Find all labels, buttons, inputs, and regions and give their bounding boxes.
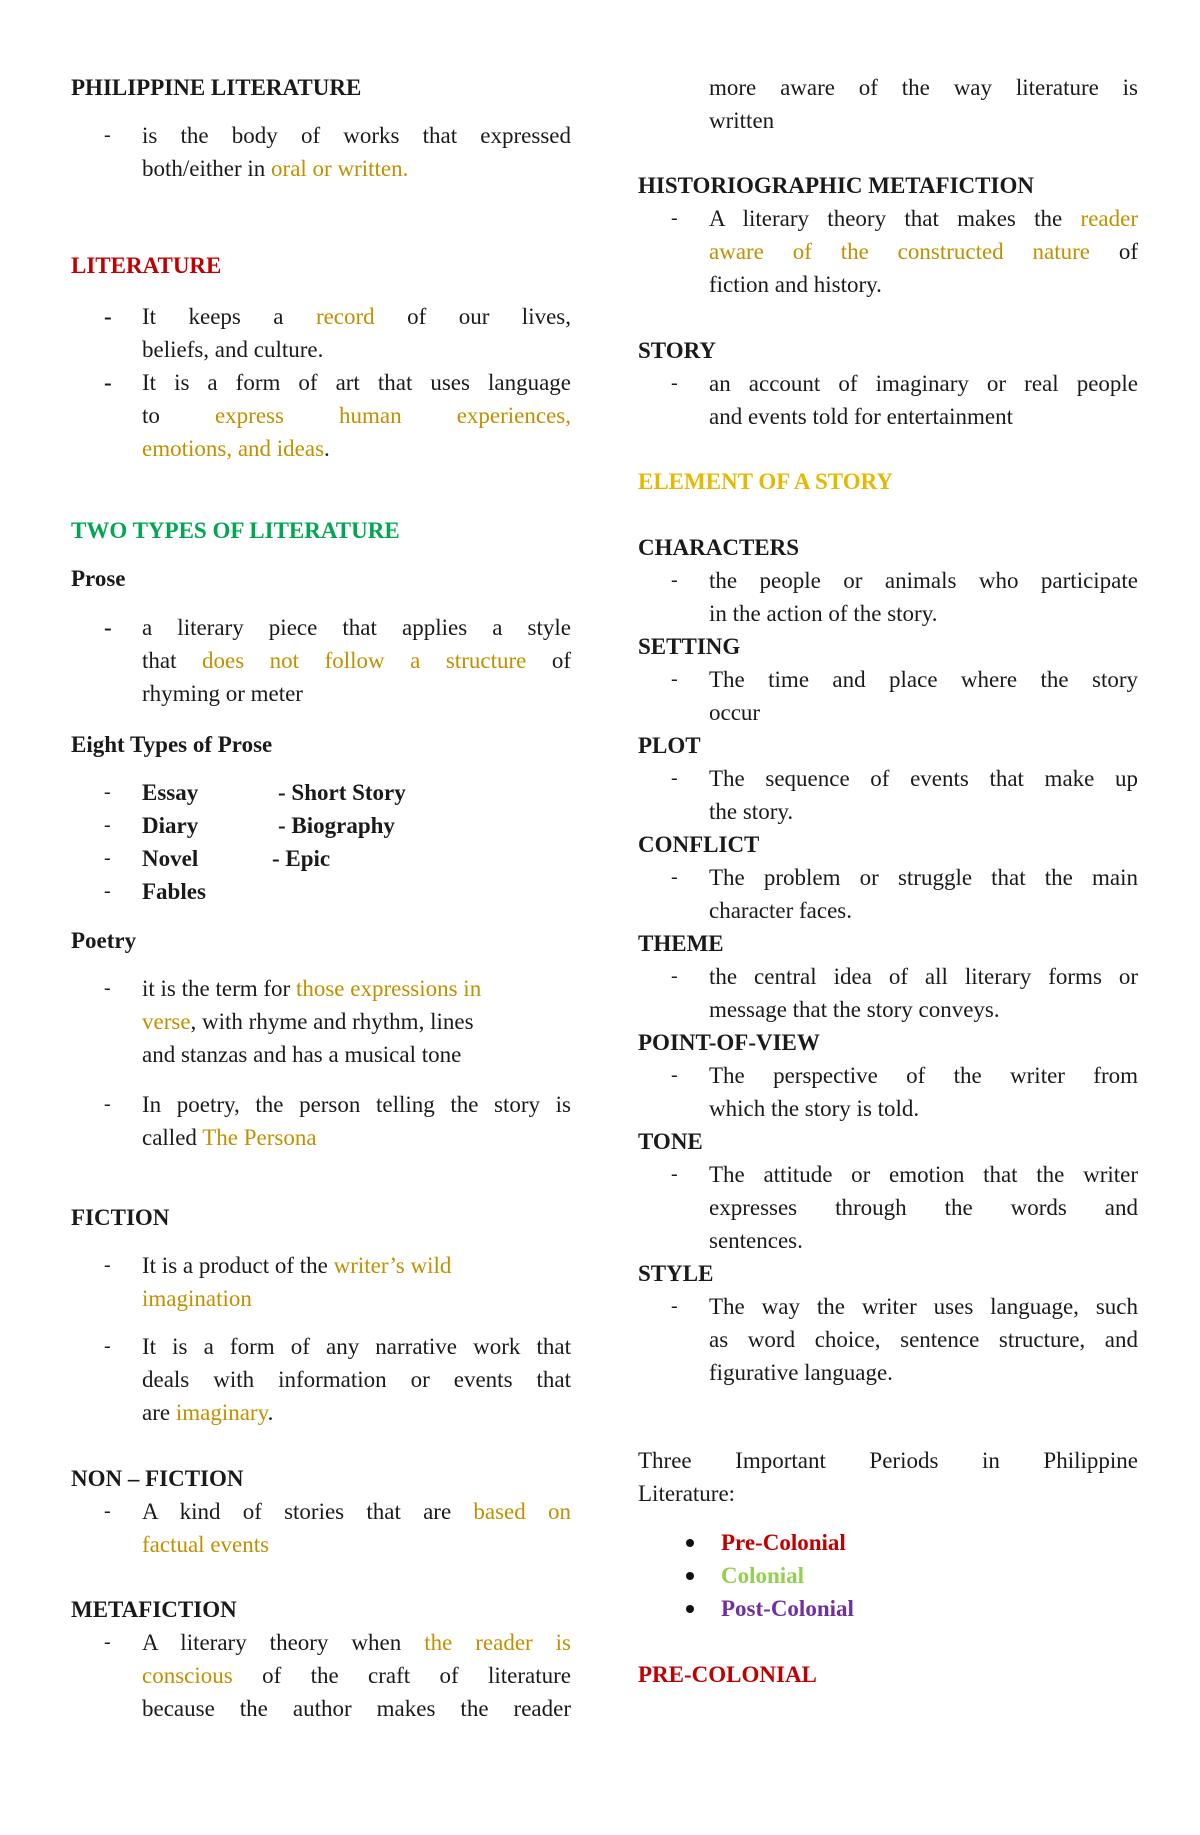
heading-element-of-story: ELEMENT OF A STORY xyxy=(638,469,894,494)
dash-bullet: - xyxy=(671,1064,678,1086)
heading-story: STORY xyxy=(638,338,717,363)
heading-literature: LITERATURE xyxy=(71,253,222,278)
period-item: Post-Colonial xyxy=(721,1596,854,1621)
heading-prose: Prose xyxy=(71,566,126,591)
document-page: PHILIPPINE LITERATURE - is the body of works that expressed both/either in oral or written. LITERATURE - It keeps a record of our lives, beliefs, and culture. - It is a form of art that uses language to express human experiences, emotions, and ideas. TWO TYPES OF LITERATURE Prose - a literary piece that applies a style that does not follow a structure of rhyming or meter Eight Types of Prose - Essay - Diary - Novel - Fables - Short Story - Biography - Epic Poetry - it is the term for those expressions in verse, with rhyme and rhythm, lines and stanzas and has a musical tone - In poetry, the person telling the story is called The Persona FICTION - It is a product of the writer’s wild imagination - It is a form of any narrative work that deals with information or events that are imaginary. NON – FICTION - A kind of stories that are based on factual events METAFICTION - A literary theory when the reader is conscious of the craft of literature because the author makes the reader more aware of the way literature is written HISTORIOGRAPHIC METAFICTION - A literary theory that makes the reader aware of the constructed nature of fiction and history. STORY - an account of imaginary or real people and events told for entertainment ELEMENT OF A STORY CHARACTERS - the people or animals who participate in the action of the story. SETTING - The time and place where the story occur PLOT - The sequence of events that make up the story. CONFLICT - The problem or struggle that the main character faces. THEME - the central idea of all literary forms or message that the story conveys. POINT-OF-VIEW - The perspective of the writer from which the story is told. TONE - The attitude or emotion that the writer expresses through the words and sentences. STYLE - The way the writer uses language, such as word choice, sentence structure, and figurative language. Three Important Periods in Philippine Literature: Pre-Colonial Colonial Post-Colonial PRE-COLONIAL xyxy=(0,0,1200,1835)
dash-bullet: - xyxy=(671,767,678,789)
element-name: PLOT xyxy=(638,733,701,758)
prose-type: - Epic xyxy=(272,846,331,871)
periods-intro: Three Important Periods in Philippine Literature: xyxy=(638,1448,1138,1506)
heading-historiographic: HISTORIOGRAPHIC METAFICTION xyxy=(638,173,1034,198)
dash-bullet: - xyxy=(104,1093,111,1115)
dash-bullet: - xyxy=(104,304,112,329)
heading-fiction: FICTION xyxy=(71,1205,170,1230)
bullet-dot-icon xyxy=(686,1572,694,1580)
dash-bullet: - xyxy=(104,1254,111,1276)
heading-non-fiction: NON – FICTION xyxy=(71,1466,244,1491)
prose-type: Novel xyxy=(142,846,199,871)
heading-poetry: Poetry xyxy=(71,928,137,953)
bullet-dot-icon xyxy=(686,1605,694,1613)
element-name: CONFLICT xyxy=(638,832,760,857)
element-name: CHARACTERS xyxy=(638,535,800,560)
element-name: SETTING xyxy=(638,634,741,659)
element-name: TONE xyxy=(638,1129,703,1154)
dash-bullet: - xyxy=(104,1500,111,1522)
dash-bullet: - xyxy=(104,1631,111,1653)
prose-type: Fables xyxy=(142,879,206,904)
heading-metafiction: METAFICTION xyxy=(71,1597,237,1622)
dash-bullet: - xyxy=(671,965,678,987)
prose-type: - Short Story xyxy=(278,780,406,805)
dash-bullet: - xyxy=(104,977,111,999)
prose-type: Diary xyxy=(142,813,199,838)
element-name: STYLE xyxy=(638,1261,714,1286)
heading-two-types: TWO TYPES OF LITERATURE xyxy=(71,518,400,543)
element-name: POINT-OF-VIEW xyxy=(638,1030,820,1055)
bullet-dot-icon xyxy=(686,1539,694,1547)
heading-pre-colonial: PRE-COLONIAL xyxy=(638,1662,817,1687)
heading-philippine-literature: PHILIPPINE LITERATURE xyxy=(71,75,362,100)
prose-type: Essay xyxy=(142,780,199,805)
dash-bullet: - xyxy=(104,370,112,395)
dash-bullet: - xyxy=(671,569,678,591)
dash-bullet: - xyxy=(671,668,678,690)
dash-bullet: - xyxy=(671,207,678,229)
period-item: Pre-Colonial xyxy=(721,1530,846,1555)
dash-bullet: - xyxy=(104,124,111,146)
heading-eight-types: Eight Types of Prose xyxy=(71,732,273,757)
element-name: THEME xyxy=(638,931,724,956)
dash-bullet: - xyxy=(671,1163,678,1185)
dash-bullet: - xyxy=(671,866,678,888)
prose-type: - Biography xyxy=(278,813,395,838)
dash-bullet: - xyxy=(104,1335,111,1357)
dash-bullet: - xyxy=(671,1295,678,1317)
dash-bullet: - xyxy=(104,615,112,640)
period-item: Colonial xyxy=(721,1563,805,1588)
dash-bullet: - xyxy=(671,372,678,394)
